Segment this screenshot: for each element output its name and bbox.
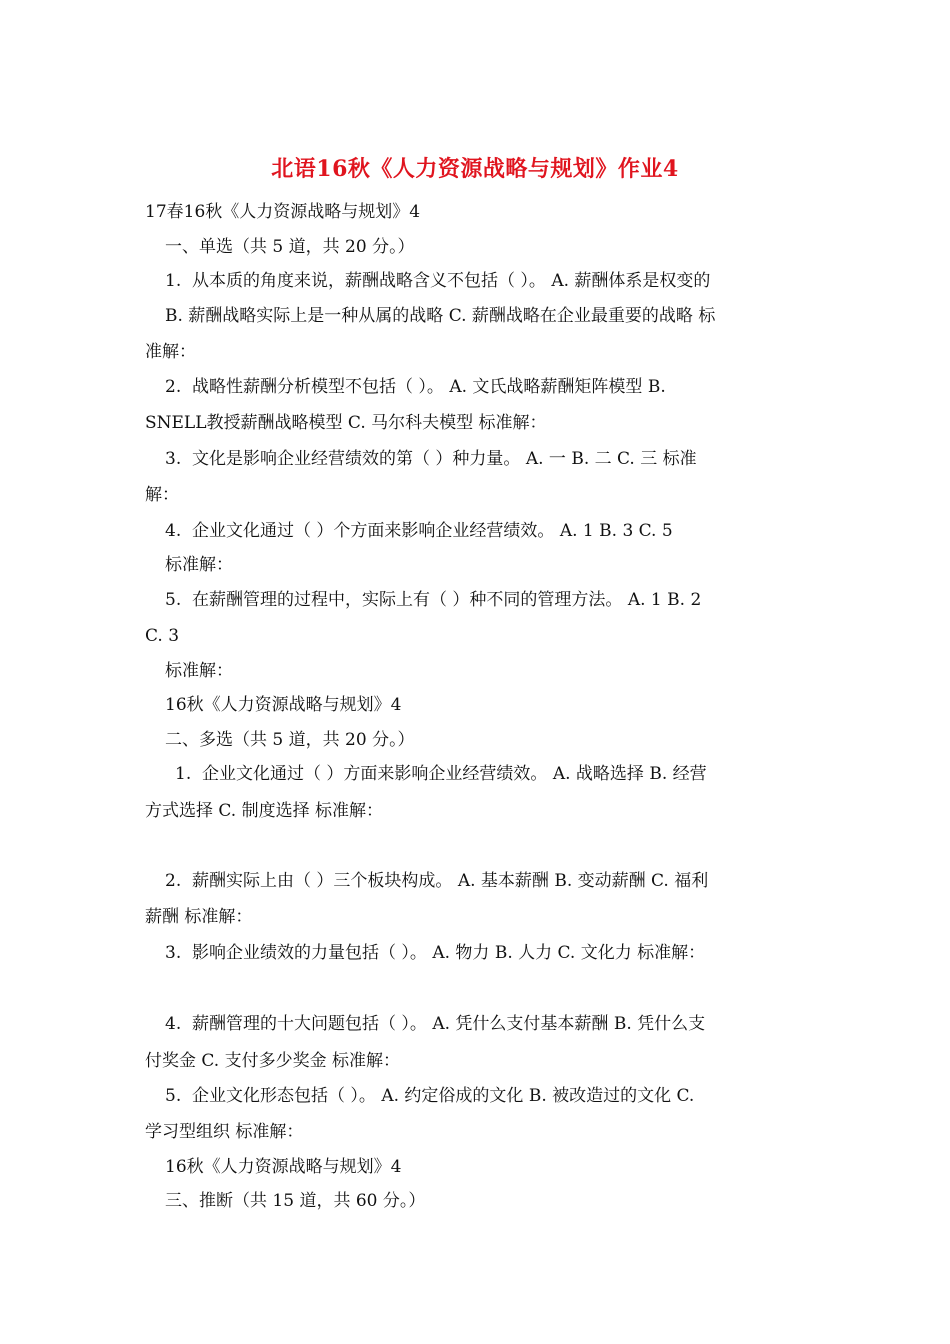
section-heading-multiple-choice: 二、多选（共 5 道，共 20 分。）: [165, 730, 415, 750]
question-line: 3. 文化是影响企业经营绩效的第（ ）种力量。 A. 一 B. 二 C. 三 标准: [165, 449, 697, 469]
question-line: 标准解：: [165, 555, 233, 575]
question-line: 5. 在薪酬管理的过程中，实际上有（ ）种不同的管理方法。 A. 1 B. 2: [165, 590, 702, 610]
subtitle-line: 16秋《人力资源战略与规划》4: [165, 1157, 402, 1177]
subtitle-line: 17春16秋《人力资源战略与规划》4: [145, 202, 421, 222]
question-line: 3. 影响企业绩效的力量包括（ ）。 A. 物力 B. 人力 C. 文化力 标准解：: [165, 943, 706, 963]
question-line: SNELL教授薪酬战略模型 C. 马尔科夫模型 标准解：: [145, 413, 547, 433]
question-line: B. 薪酬战略实际上是一种从属的战略 C. 薪酬战略在企业最重要的战略 标: [165, 306, 716, 326]
question-line: C. 3: [145, 626, 180, 646]
question-line: 5. 企业文化形态包括（ ）。 A. 约定俗成的文化 B. 被改造过的文化 C.: [165, 1086, 695, 1106]
question-line: 1. 从本质的角度来说，薪酬战略含义不包括（ ）。 A. 薪酬体系是权变的: [165, 271, 711, 291]
question-line: 付奖金 C. 支付多少奖金 标准解：: [145, 1051, 401, 1071]
question-line: 解：: [145, 485, 179, 505]
section-heading-single-choice: 一、单选（共 5 道，共 20 分。）: [165, 237, 415, 257]
question-line: 4. 企业文化通过（ ）个方面来影响企业经营绩效。 A. 1 B. 3 C. 5: [165, 521, 673, 541]
question-line: 4. 薪酬管理的十大问题包括（ ）。 A. 凭什么支付基本薪酬 B. 凭什么支: [165, 1014, 706, 1034]
question-line: 方式选择 C. 制度选择 标准解：: [145, 801, 384, 821]
question-line: 标准解：: [165, 661, 233, 681]
question-line: 薪酬 标准解：: [145, 907, 253, 927]
document-title: 北语16秋《人力资源战略与规划》作业4: [271, 156, 679, 182]
section-heading-judgment: 三、推断（共 15 道，共 60 分。）: [165, 1191, 426, 1211]
question-line: 1. 企业文化通过（ ）方面来影响企业经营绩效。 A. 战略选择 B. 经营: [175, 764, 707, 784]
question-line: 准解：: [145, 342, 196, 362]
question-line: 学习型组织 标准解：: [145, 1122, 304, 1142]
question-line: 2. 战略性薪酬分析模型不包括（ ）。 A. 文氏战略薪酬矩阵模型 B.: [165, 377, 666, 397]
question-line: 2. 薪酬实际上由（ ）三个板块构成。 A. 基本薪酬 B. 变动薪酬 C. 福利: [165, 871, 709, 891]
subtitle-line: 16秋《人力资源战略与规划》4: [165, 695, 402, 715]
